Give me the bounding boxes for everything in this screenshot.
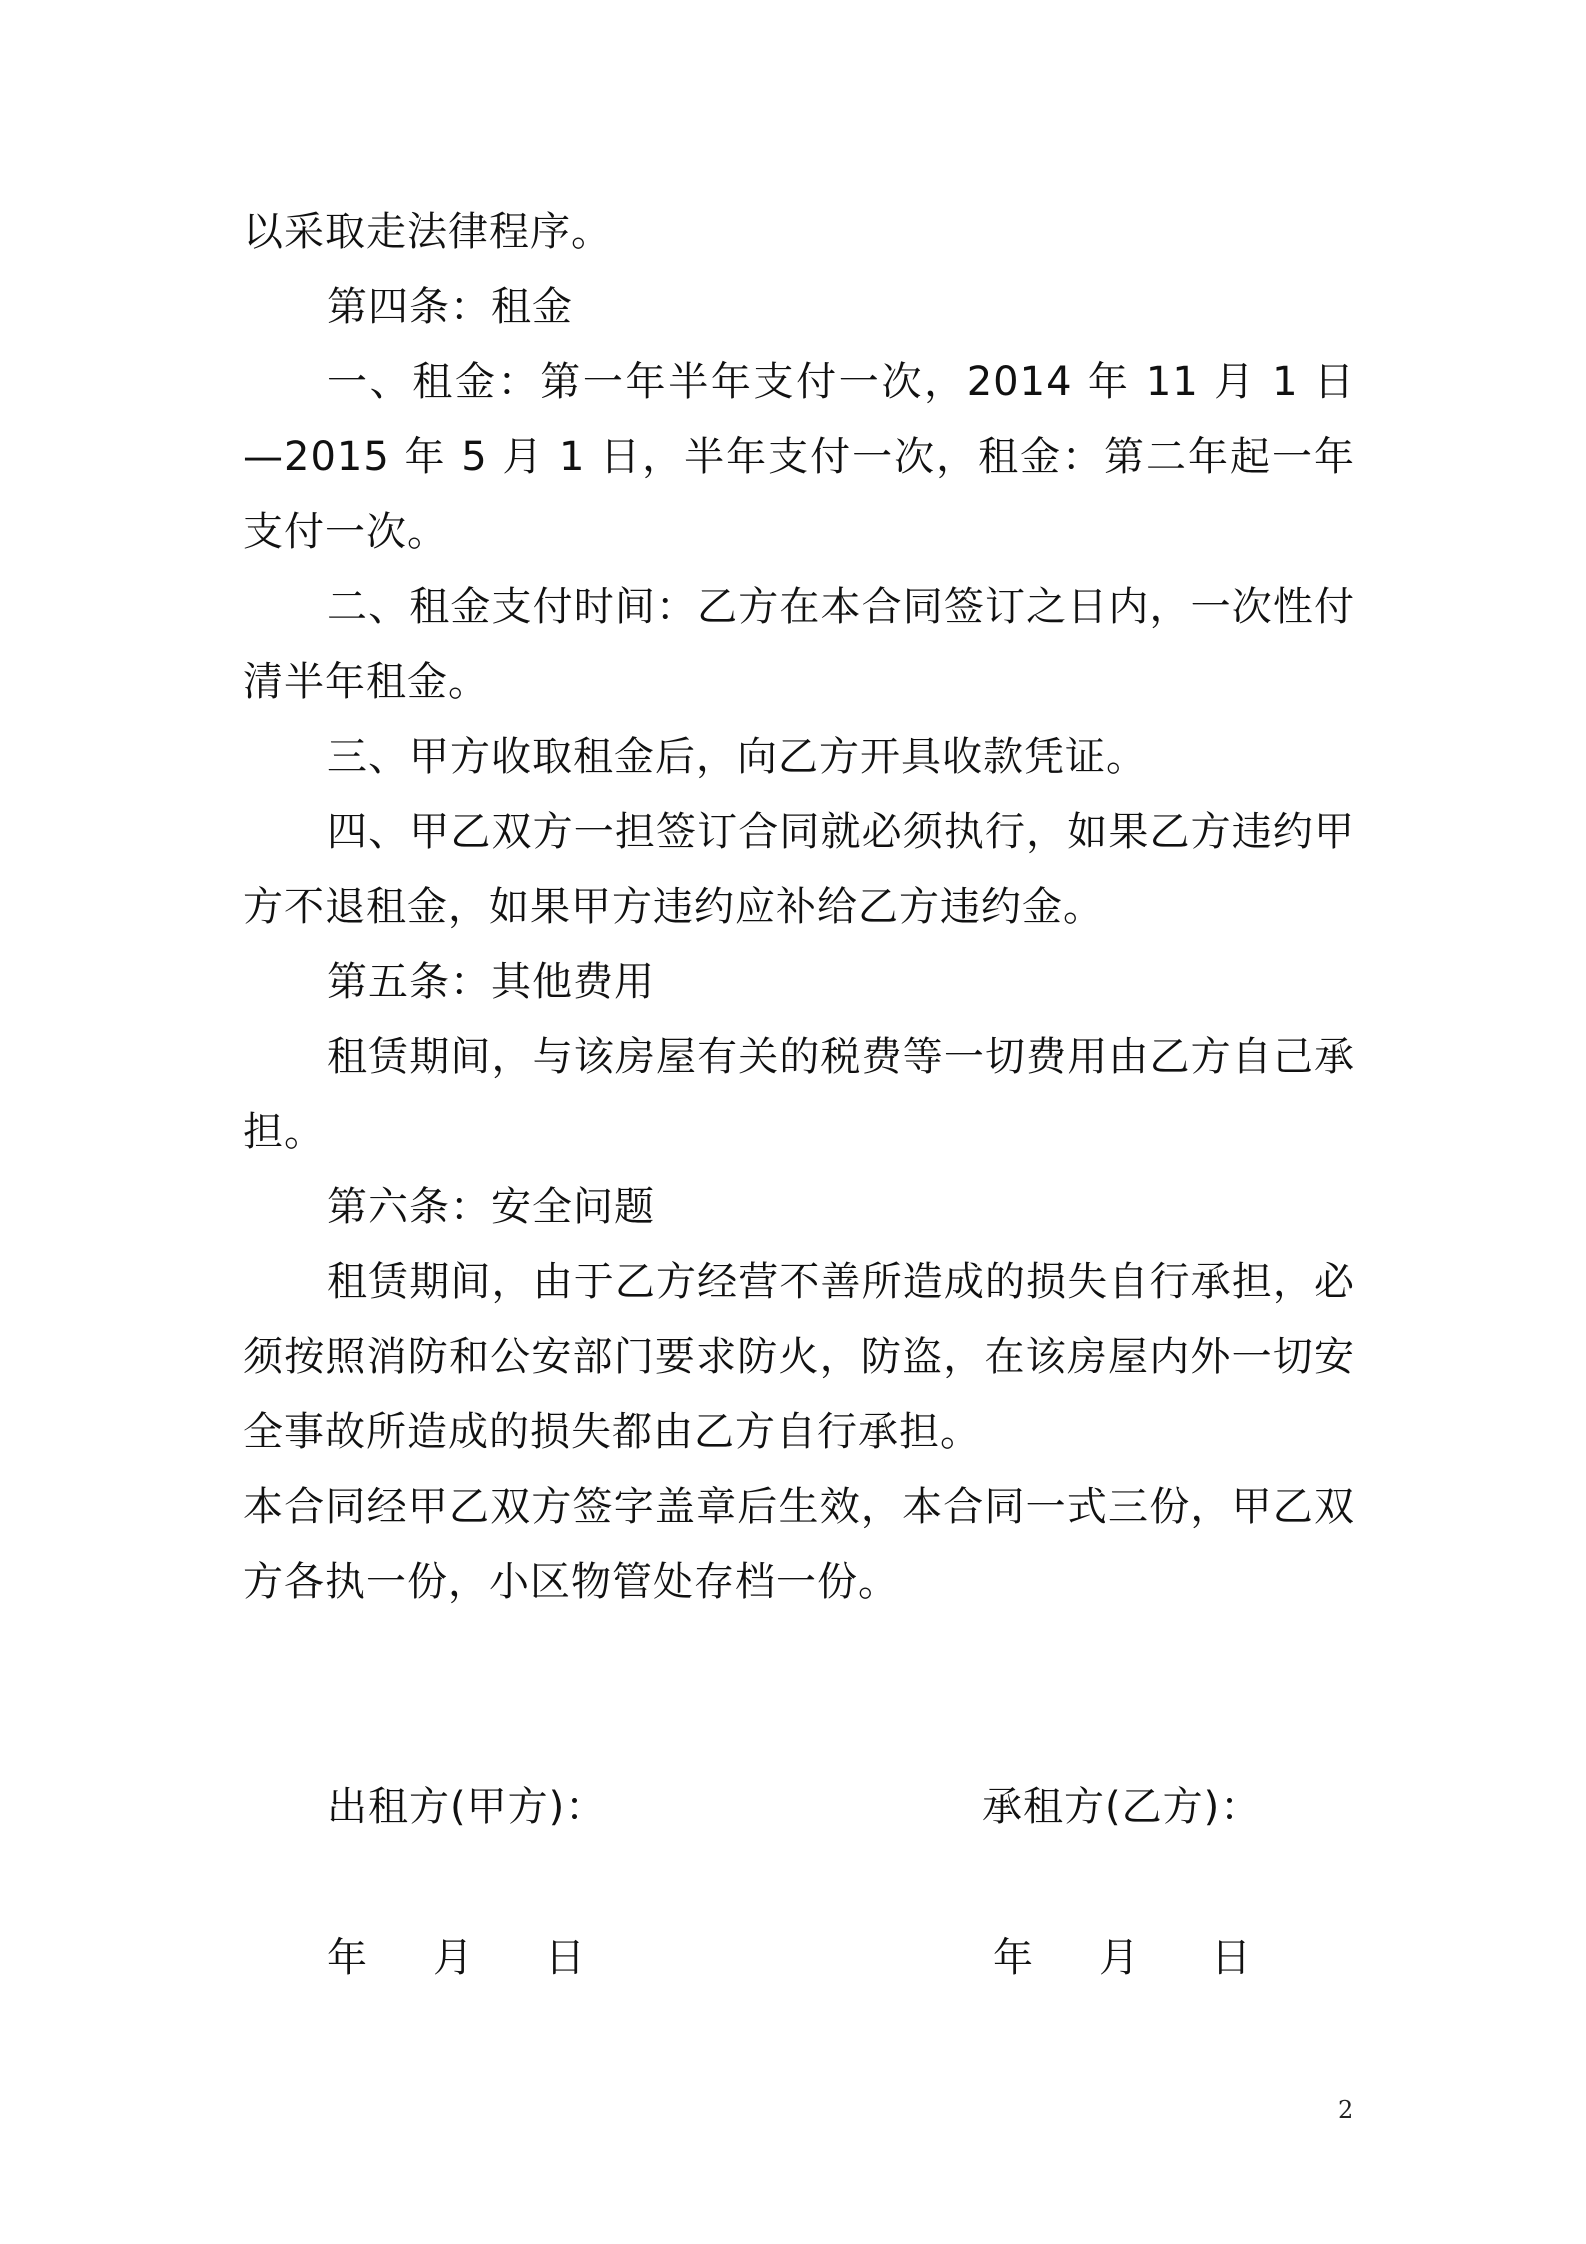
year-label: 年 xyxy=(327,1935,367,1981)
month-label: 月 xyxy=(433,1935,473,1981)
day-label: 日 xyxy=(545,1935,585,1981)
paragraph: 四、甲乙双方一担签订合同就必须执行，如果乙方违约甲方不退租金，如果甲方违约应补给乙方违约金。 xyxy=(243,809,1355,930)
lessor-date-row xyxy=(327,1933,627,1983)
year-label: 年 xyxy=(993,1935,1033,1981)
paragraph: 租赁期间，由于乙方经营不善所造成的损失自行承担，必须按照消防和公安部门要求防火，防盗，在该房屋内外一切安全事故所造成的损失都由乙方自行承担。 xyxy=(243,1259,1355,1455)
page-number: 2 xyxy=(1338,2096,1354,2124)
day-label: 日 xyxy=(1211,1935,1251,1981)
paragraph: 三、甲方收取租金后，向乙方开具收款凭证。 xyxy=(327,734,1147,780)
paragraph: 租赁期间，与该房屋有关的税费等一切费用由乙方自己承担。 xyxy=(243,1034,1355,1155)
month-label: 月 xyxy=(1099,1935,1139,1981)
lessee-date-row xyxy=(993,1933,1293,1983)
article-four-heading: 第四条：租金 xyxy=(327,284,573,330)
contract-body xyxy=(243,195,1355,1620)
paragraph: 本合同经甲乙双方签字盖章后生效，本合同一式三份，甲乙双方各执一份，小区物管处存档一份。 xyxy=(243,1484,1355,1605)
lessee-signature-label: 承租方(乙方)： xyxy=(982,1784,1262,1830)
paragraph: 以采取走法律程序。 xyxy=(243,209,612,255)
paragraph: 二、租金支付时间：乙方在本合同签订之日内，一次性付清半年租金。 xyxy=(243,584,1355,705)
article-six-heading: 第六条：安全问题 xyxy=(327,1184,655,1230)
article-five-heading: 第五条：其他费用 xyxy=(327,959,655,1005)
paragraph: 一、租金：第一年半年支付一次，2014 年 11 月 1 日—2015 年 5 月 1 日，半年支付一次，租金：第二年起一年支付一次。 xyxy=(243,359,1355,555)
lessor-signature-label: 出租方(甲方)： xyxy=(327,1784,607,1830)
